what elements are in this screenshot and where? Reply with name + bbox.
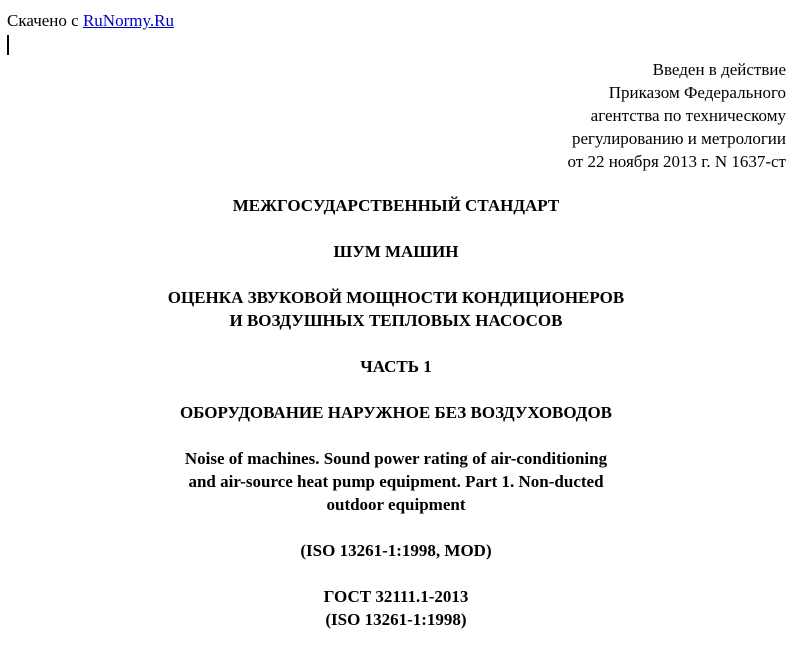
enactment-line: агентства по техническому bbox=[590, 106, 786, 125]
subject-heading: ШУМ МАШИН bbox=[333, 242, 459, 261]
english-title bbox=[0, 447, 792, 516]
gost-designation bbox=[0, 585, 792, 631]
source-line bbox=[7, 11, 174, 31]
english-title-line: Noise of machines. Sound power rating of air-conditioning bbox=[184, 449, 608, 468]
title-line: И ВОЗДУШНЫХ ТЕПЛОВЫХ НАСОСОВ bbox=[229, 311, 563, 330]
title-line: ОЦЕНКА ЗВУКОВОЙ МОЩНОСТИ КОНДИЦИОНЕРОВ bbox=[167, 288, 625, 307]
iso-reference: (ISO 13261-1:1998) bbox=[325, 610, 467, 629]
part-title-heading: ОБОРУДОВАНИЕ НАРУЖНОЕ БЕЗ ВОЗДУХОВОДОВ bbox=[179, 403, 613, 422]
enactment-line: Приказом Федерального bbox=[608, 83, 786, 102]
title-heading bbox=[0, 286, 792, 332]
english-title-line: outdoor equipment bbox=[326, 495, 466, 514]
iso-mod-reference: (ISO 13261-1:1998, MOD) bbox=[300, 541, 492, 560]
enactment-notice bbox=[386, 58, 786, 173]
enactment-line: регулированию и метрологии bbox=[571, 129, 786, 148]
gost-number: ГОСТ 32111.1-2013 bbox=[323, 587, 469, 606]
source-link[interactable]: RuNormy.Ru bbox=[82, 11, 174, 30]
english-title-line: and air-source heat pump equipment. Part 1. Non-ducted bbox=[188, 472, 604, 491]
enactment-line: Введен в действие bbox=[652, 60, 786, 79]
enactment-line: от 22 ноября 2013 г. N 1637-ст bbox=[567, 152, 786, 171]
standard-type-heading: МЕЖГОСУДАРСТВЕННЫЙ СТАНДАРТ bbox=[232, 196, 560, 215]
part-heading: ЧАСТЬ 1 bbox=[360, 357, 432, 376]
source-prefix: Скачено с bbox=[7, 11, 79, 30]
text-cursor bbox=[7, 35, 9, 55]
